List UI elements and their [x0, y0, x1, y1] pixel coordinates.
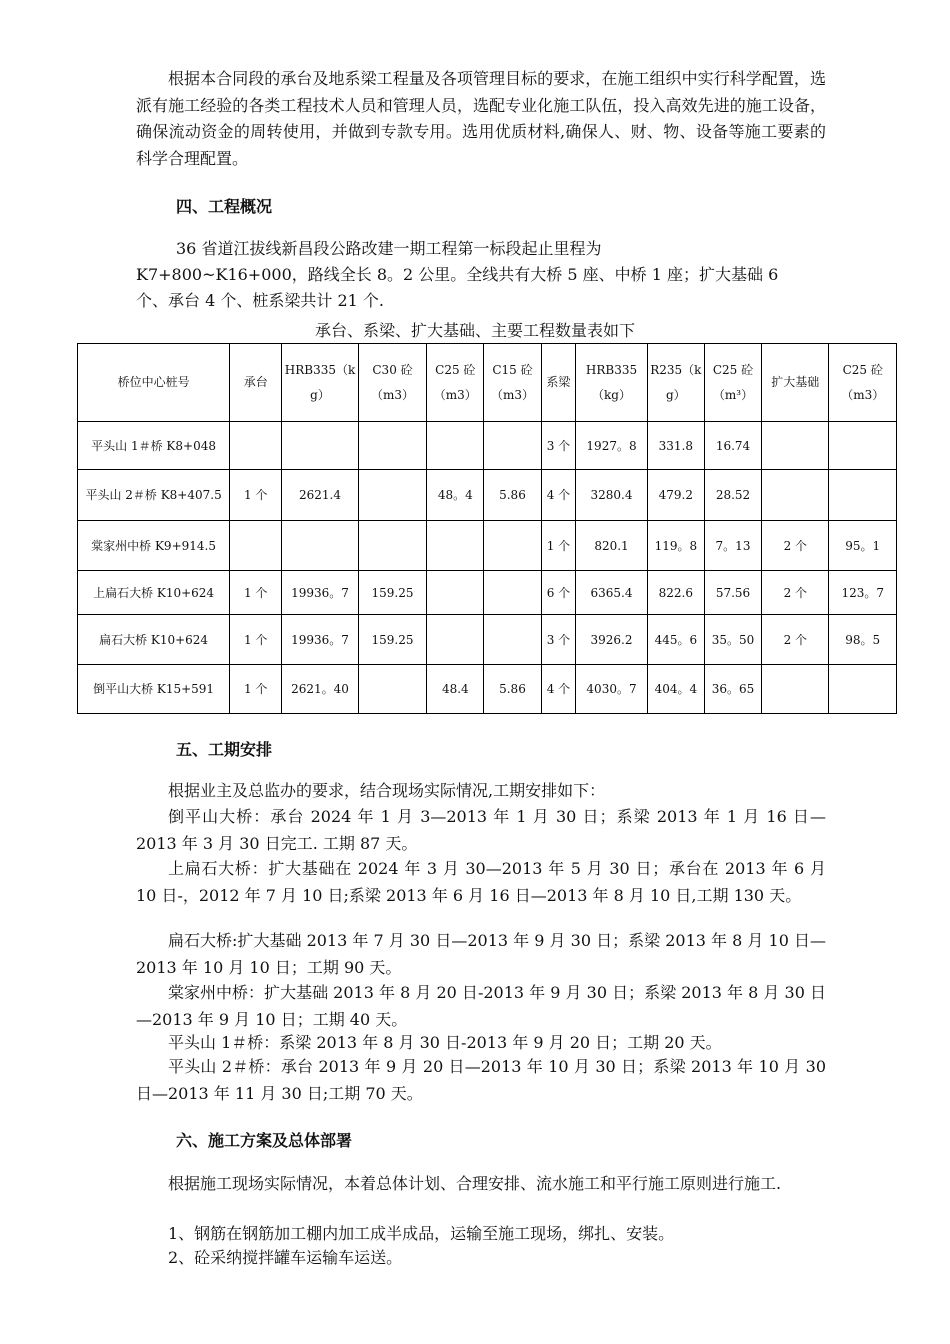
- table-cell: 95。1: [829, 521, 897, 571]
- section-5-heading: 五、工期安排: [176, 740, 273, 759]
- table-cell: 2621。40: [282, 665, 359, 714]
- table-cell: [829, 422, 897, 470]
- table-cell: 36。65: [704, 665, 761, 714]
- header-cell: HRB335（kg）: [576, 344, 647, 422]
- table-cell: [484, 422, 541, 470]
- table-cell: 3 个: [541, 615, 576, 665]
- table-cell: [762, 470, 829, 521]
- table-cell: 2 个: [762, 615, 829, 665]
- table-cell: 404。4: [647, 665, 704, 714]
- table-cell: 1 个: [230, 571, 282, 615]
- header-cell: R235（kg）: [647, 344, 704, 422]
- table-cell: [358, 470, 426, 521]
- table-cell: 3926.2: [576, 615, 647, 665]
- table-cell: 19936。7: [282, 571, 359, 615]
- table-cell: 棠家州中桥 K9+914.5: [78, 521, 230, 571]
- table-cell: 4 个: [541, 470, 576, 521]
- table-cell: 1 个: [230, 470, 282, 521]
- table-cell: 48.4: [427, 665, 484, 714]
- table-cell: [282, 521, 359, 571]
- table-cell: 1 个: [230, 615, 282, 665]
- table-cell: [230, 422, 282, 470]
- table-row: [78, 615, 897, 665]
- table-cell: [829, 470, 897, 521]
- table-cell: 98。5: [829, 615, 897, 665]
- section-6-heading: 六、施工方案及总体部署: [176, 1131, 353, 1150]
- table-cell: [358, 665, 426, 714]
- schedule-item: 平头山 1＃桥：系梁 2013 年 8 月 30 日-2013 年 9 月 20 日；工期 20 天。: [168, 1033, 722, 1052]
- table-cell: 331.8: [647, 422, 704, 470]
- table-row: [78, 665, 897, 714]
- table-cell: 4030。7: [576, 665, 647, 714]
- schedule-item: 倒平山大桥：承台 2024 年 1 月 3—2013 年 1 月 30 日；系梁 2013 年 1 月 16 日—2013 年 3 月 30 日完工. 工期 87 天。: [136, 807, 826, 853]
- table-row: [78, 521, 897, 571]
- table-cell: 3 个: [541, 422, 576, 470]
- header-cell: C25 砼（m³）: [704, 344, 761, 422]
- table-cell: 5.86: [484, 665, 541, 714]
- plan-intro: 根据施工现场实际情况，本着总体计划、合理安排、流水施工和平行施工原则进行施工.: [168, 1174, 782, 1193]
- table-row: [78, 422, 897, 470]
- header-cell: HRB335（kg）: [282, 344, 359, 422]
- table-cell: 6 个: [541, 571, 576, 615]
- section-4-heading: 四、工程概况: [176, 197, 273, 216]
- table-cell: 820.1: [576, 521, 647, 571]
- plan-item: 2、砼采纳搅拌罐车运输车运送。: [168, 1248, 403, 1267]
- table-header-row: [78, 344, 897, 422]
- table-cell: 35。50: [704, 615, 761, 665]
- quantity-table: [77, 343, 897, 714]
- overview-line-3: 个、承台 4 个、桩系梁共计 21 个.: [136, 291, 384, 310]
- header-cell: 承台: [230, 344, 282, 422]
- header-cell: 桥位中心桩号: [78, 344, 230, 422]
- table-cell: 445。6: [647, 615, 704, 665]
- table-cell: [427, 521, 484, 571]
- schedule-item: 平头山 2＃桥：承台 2013 年 9 月 20 日—2013 年 10 月 30 日；系梁 2013 年 10 月 30 日—2013 年 11 月 30 日;工期 70 天。: [136, 1057, 826, 1103]
- table-cell: [358, 422, 426, 470]
- table-cell: [484, 521, 541, 571]
- table-cell: 倒平山大桥 K15+591: [78, 665, 230, 714]
- table-cell: 扁石大桥 K10+624: [78, 615, 230, 665]
- table-cell: 6365.4: [576, 571, 647, 615]
- table-cell: [427, 615, 484, 665]
- table-cell: 159.25: [358, 615, 426, 665]
- table-cell: [484, 571, 541, 615]
- table-cell: [282, 422, 359, 470]
- table-cell: 159.25: [358, 571, 426, 615]
- table-cell: [762, 422, 829, 470]
- schedule-item: 扁石大桥:扩大基础 2013 年 7 月 30 日—2013 年 9 月 30 日；系梁 2013 年 8 月 10 日—2013 年 10 月 10 日；工期 90 天。: [136, 931, 826, 977]
- plan-item: 1、钢筋在钢筋加工棚内加工成半成品，运输至施工现场，绑扎、安装。: [168, 1224, 675, 1243]
- table-cell: [762, 665, 829, 714]
- schedule-item: 上扁石大桥：扩大基础在 2024 年 3 月 30—2013 年 5 月 30 日；承台在 2013 年 6 月 10 日-，2012 年 7 月 10 日;系梁 2013 年 6 月 16 日—2013 年 8 月 10 日,工期 130 天。: [136, 859, 826, 905]
- table-cell: 1 个: [230, 665, 282, 714]
- intro-paragraph: 根据本合同段的承台及地系梁工程量及各项管理目标的要求，在施工组织中实行科学配置，选派有施工经验的各类工程技术人员和管理人员，选配专业化施工队伍，投入高效先进的施工设备，确保流动资金的周转使用，并做到专款专用。选用优质材料,确保人、财、物、设备等施工要素的科学合理配置。: [136, 69, 826, 168]
- table-cell: 2 个: [762, 571, 829, 615]
- table-cell: 1 个: [541, 521, 576, 571]
- table-cell: 7。13: [704, 521, 761, 571]
- table-caption: 承台、系梁、扩大基础、主要工程数量表如下: [314, 321, 635, 340]
- header-cell: C25 砼（m3）: [427, 344, 484, 422]
- table-cell: 123。7: [829, 571, 897, 615]
- table-cell: 平头山 2＃桥 K8+407.5: [78, 470, 230, 521]
- table-cell: 57.56: [704, 571, 761, 615]
- schedule-item: 棠家州中桥：扩大基础 2013 年 8 月 20 日-2013 年 9 月 30 日；系梁 2013 年 8 月 30 日—2013 年 9 月 10 日；工期 40 天。: [136, 983, 826, 1029]
- table-cell: [829, 665, 897, 714]
- table-cell: [358, 521, 426, 571]
- table-cell: [427, 422, 484, 470]
- table-cell: 上扁石大桥 K10+624: [78, 571, 230, 615]
- header-cell: C25 砼（m3）: [829, 344, 897, 422]
- table-cell: [230, 521, 282, 571]
- table-row: [78, 571, 897, 615]
- header-cell: 扩大基础: [762, 344, 829, 422]
- table-cell: 19936。7: [282, 615, 359, 665]
- table-cell: 16.74: [704, 422, 761, 470]
- table-cell: 5.86: [484, 470, 541, 521]
- header-cell: 系梁: [541, 344, 576, 422]
- table-cell: 119。8: [647, 521, 704, 571]
- table-cell: 4 个: [541, 665, 576, 714]
- table-cell: 822.6: [647, 571, 704, 615]
- overview-line-1: 36 省道江拔线新昌段公路改建一期工程第一标段起止里程为: [176, 239, 602, 258]
- table-cell: 28.52: [704, 470, 761, 521]
- table-cell: 3280.4: [576, 470, 647, 521]
- table-cell: 2 个: [762, 521, 829, 571]
- overview-line-2: K7+800~K16+000，路线全长 8。2 公里。全线共有大桥 5 座、中桥 1 座；扩大基础 6: [136, 265, 779, 284]
- table-cell: [484, 615, 541, 665]
- table-cell: 1927。8: [576, 422, 647, 470]
- header-cell: C15 砼（m3）: [484, 344, 541, 422]
- table-cell: 2621.4: [282, 470, 359, 521]
- header-cell: C30 砼（m3）: [358, 344, 426, 422]
- table-row: [78, 470, 897, 521]
- table-cell: 479.2: [647, 470, 704, 521]
- table-cell: 平头山 1＃桥 K8+048: [78, 422, 230, 470]
- table-cell: [427, 571, 484, 615]
- table-cell: 48。4: [427, 470, 484, 521]
- schedule-intro: 根据业主及总监办的要求，结合现场实际情况,工期安排如下：: [168, 781, 606, 800]
